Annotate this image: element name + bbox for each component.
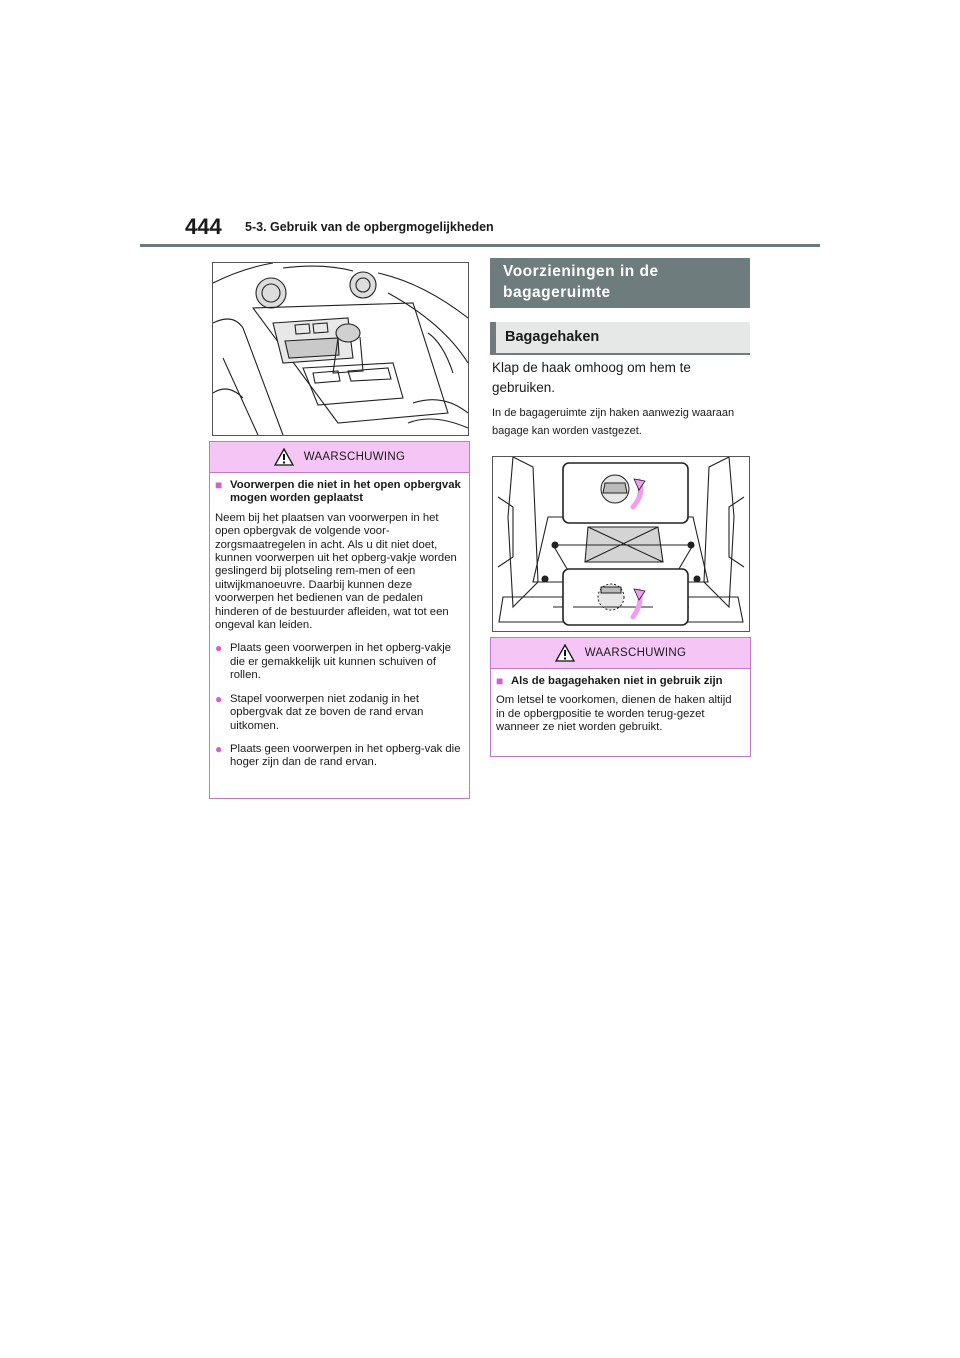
- warning-item: ● Plaats geen voorwerpen in het opberg-vakje die er gemakkelijk uit kunnen schuiven of rollen.: [215, 641, 452, 682]
- section-header: 5-3. Gebruik van de opbergmogelijkheden: [245, 220, 494, 234]
- luggage-hooks-illustration: [492, 456, 750, 632]
- warning-item: ● Plaats geen voorwerpen in het opberg-vak die hoger zijn dan de rand ervan.: [215, 741, 461, 769]
- square-bullet-icon: ■: [215, 478, 223, 492]
- luggage-hooks-warning: [490, 637, 751, 757]
- warning-header: [210, 442, 469, 473]
- section-title: Voorzieningen in de bagageruimte: [490, 258, 750, 308]
- warning-title: WAARSCHUWING: [303, 451, 406, 463]
- subsection-rule: [490, 353, 750, 355]
- warning-triangle-icon: [555, 644, 575, 662]
- subsection-title: Bagagehaken: [490, 322, 750, 354]
- circle-bullet-icon: ●: [215, 741, 223, 756]
- warning-paragraph: Om letsel te voorkomen, dienen de haken altijd in de opbergpositie te worden terug-gezet wanneer ze niet worden gebruikt.: [496, 694, 732, 734]
- header-rule: [140, 244, 820, 247]
- square-bullet-icon: ■: [496, 674, 504, 688]
- warning-heading: ■ Als de bagagehaken niet in gebruik zijn: [496, 674, 723, 688]
- intro-text: Klap de haak omhoog om hem te gebruiken.: [492, 360, 691, 395]
- note-text: In de bagageruimte zijn haken aanwezig waaraan bagage kan worden vastgezet.: [492, 407, 735, 437]
- warning-heading: ■ Voorwerpen die niet in het open opbergvak mogen worden geplaatst: [215, 478, 461, 505]
- circle-bullet-icon: ●: [215, 641, 223, 656]
- warning-header: [491, 638, 750, 669]
- warning-paragraph: Neem bij het plaatsen van voorwerpen in het open opbergvak de volgende voor-zorgsmaatregelen in acht. Als u dit niet doet, kunnen voorwerpen uit het opberg-vakje worden geslingerd bij plotseling rem-men of een uitwijkmanoeuvre. Daarbij kunnen deze voorwerpen het bedienen van de pedalen hinderen of de bestuurder afleiden, wat tot een ongeval kan leiden.: [215, 511, 457, 632]
- warning-title: WAARSCHUWING: [584, 647, 687, 659]
- circle-bullet-icon: ●: [215, 691, 223, 706]
- console-tray-illustration: [212, 262, 469, 436]
- page-number: 444: [185, 214, 222, 239]
- warning-item: ● Stapel voorwerpen niet zodanig in het opbergvak dat ze boven de rand ervan uitkomen.: [215, 691, 424, 732]
- storage-tray-warning: [209, 441, 470, 799]
- warning-triangle-icon: [274, 448, 294, 466]
